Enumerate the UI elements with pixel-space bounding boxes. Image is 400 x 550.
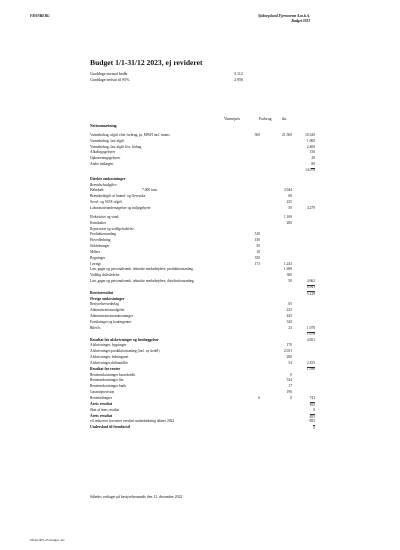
cell-forbrug: 2.031 (283, 349, 292, 354)
row-label: Varmebidrag, afgift efter forbrug, pr. MWH incl. moms (90, 132, 170, 137)
row-label: Målere (90, 249, 101, 254)
row-label: Renteindtægter (90, 395, 112, 400)
cell-tkr: 1.596 (306, 366, 315, 371)
row-label: Øvrige omkostninger (90, 296, 125, 301)
row-label: Varmebidrag, fast afgift livs. bidrag (90, 144, 142, 149)
graddage-value: 2.956 (234, 76, 243, 82)
row-label: Bygninger (90, 255, 106, 260)
cell-varmepris: 10 (256, 249, 260, 254)
cell-varmepris: 350 (254, 255, 260, 260)
row-label: Forsikringer og kontingenter (90, 320, 132, 324)
row-label: Halmkøb (90, 188, 104, 193)
budget-year: Budget 2023 (291, 19, 310, 23)
cell-tkr: 5.129 (306, 291, 315, 296)
row-label: Underskud til fremførsel (90, 425, 131, 430)
cell-forbrug: 1.690 (283, 267, 292, 272)
row-label: Afskrivninger,produktionsanlæg (incl. ny kedel) (90, 349, 160, 354)
cell-tkr: 855 (309, 402, 315, 407)
cell-forbrug: 1.169 (283, 214, 292, 219)
row-label: Administrationsomkostninger (90, 314, 133, 319)
cell-tkr: 2.455 (307, 361, 315, 368)
cell-varmepris: 150 (254, 238, 260, 243)
cell-forbrug: 190 (286, 390, 292, 395)
row-label: Nettoomsætning (90, 124, 117, 128)
row-label: Garantiprovision (90, 390, 115, 395)
row-label: Andre indtægter (90, 162, 114, 167)
cell-varmepris: 173 (254, 261, 260, 266)
row-label: Produktionsanlæg (90, 232, 116, 237)
row-label: Bestyrelsesvederlag (90, 302, 119, 307)
cell-forbrug: 1.243 (283, 261, 292, 266)
cell-forbrug: 23 (288, 325, 292, 330)
row-label: Resultat før afskrivninger og henlæggelser (90, 337, 159, 342)
row-label: Afskrivninger, bygninger (90, 343, 127, 348)
cell-forbrug: 0 (290, 395, 292, 400)
company-name: FRANBERG (30, 14, 50, 18)
graddage-row (90, 76, 243, 83)
cell-tkr: 2.400 (306, 144, 315, 149)
approval-note: Således vedtaget på bestyrelsesmøde den 12. december 2022 (90, 495, 183, 499)
row-label: Afskrivninger, ledningsnet (90, 355, 129, 360)
row-label: Løn, gager og personaleomk. tekniske medarbejdere, produktionsanlæg (90, 267, 193, 272)
org-name: Sjöborgslund Fjernvarme A.m.b.A. (258, 14, 310, 18)
column-header-tkr: tkr. (282, 117, 288, 121)
row-label: Årets resultat (90, 401, 113, 406)
row-label: Administrationsudgifter (90, 308, 125, 313)
cell-tkr: 150 (309, 150, 315, 155)
cell-tkr: 8.941 (306, 284, 315, 289)
row-label: Vedhlig driftsledelse (90, 273, 120, 278)
cell-tkr: -855 (308, 419, 315, 424)
graddage-label: Graddage normal bedår (90, 71, 128, 76)
cell-forbrug: 320 (286, 320, 292, 324)
row-label: Hovedledning (90, 238, 111, 243)
cell-tkr: 14.070 (305, 167, 315, 172)
row-label: Afkølingsgebyrer (90, 150, 116, 155)
cell-varmepris: 510 (254, 232, 260, 237)
row-label: Direkte omkostninger (90, 176, 126, 181)
cell-tkr: 4.279 (306, 205, 315, 210)
row-label: Varmebidrag, fast afgift (90, 138, 125, 143)
row-label: Skat af årets resultat (90, 407, 120, 412)
graddage-label: Graddage nedsat til 95% (90, 76, 130, 82)
file-name: Sfvh-rtl05-23-budget .xls (30, 538, 65, 542)
cell-forbrug: 0 (290, 372, 292, 377)
budget-table (90, 124, 315, 431)
cell-forbrug: 225 (286, 200, 292, 205)
cell-varmepris: 50 (256, 244, 260, 249)
graddage-block (90, 71, 243, 83)
cell-tkr: 0 (313, 426, 315, 431)
cell-tkr: 741 (309, 395, 315, 400)
row-label: Resultat før renter (90, 366, 121, 371)
row-quantity: 7.000 tons (142, 188, 157, 193)
cell-tkr: 20 (311, 156, 315, 161)
row-label: Opkrævningsgebyrer (90, 156, 121, 161)
section-row (90, 425, 315, 431)
cell-forbrug: 50 (288, 205, 292, 210)
row-label: Årets resultat (90, 413, 113, 418)
row-label: Laboratorieundersøgelser og miljøgebyrer (90, 205, 151, 210)
cell-forbrug: 50 (288, 279, 292, 284)
cell-tkr: 1.078 (307, 326, 315, 333)
cell-tkr: 855 (309, 414, 315, 419)
row-label: Kemikalier (90, 220, 107, 225)
cell-forbrug: 300 (286, 273, 292, 278)
cell-forbrug: 65 (288, 302, 292, 307)
cell-forbrug: 170 (286, 343, 292, 348)
graddage-value: 3.112 (234, 71, 243, 76)
cell-forbrug: 21.500 (282, 132, 292, 137)
cell-tkr: 1.000 (306, 138, 315, 143)
cell-forbrug: 3.944 (283, 188, 292, 193)
cell-tkr: 4.662 (307, 279, 315, 286)
cell-forbrug: 200 (286, 220, 292, 225)
cell-forbrug: 17 (288, 384, 292, 389)
row-label: Biler/ls (90, 325, 101, 330)
row-label: Bruttoresultat (90, 290, 114, 295)
cell-tkr: 80 (311, 162, 315, 169)
row-label: I øvrigt (90, 261, 101, 266)
column-header-varmepris: Varmepris (224, 117, 240, 121)
cell-tkr: 4.051 (306, 337, 315, 342)
row-label: Reparation og vedligeholdelse: (90, 226, 136, 231)
row-label: Renteomkostninger kassekredit (90, 372, 136, 377)
cell-forbrug: 54 (288, 360, 292, 365)
page-title: Budget 1/1-31/12 2023, ej revideret (90, 58, 203, 67)
row-label: Elektricitet og vand (90, 214, 119, 219)
cell-forbrug: 60 (288, 194, 292, 199)
row-label: Afskrivninger,driftsmidler (90, 360, 128, 365)
row-label: Svovl- og NOX-afgift (90, 200, 122, 205)
column-header-forbrug: Forbrug (259, 117, 272, 121)
cell-forbrug: 200 (286, 355, 292, 360)
cell-forbrug: 225 (286, 308, 292, 313)
cell-varmepris: 0 (258, 395, 260, 400)
row-label: Renteomkostninger bank (90, 384, 127, 389)
row-label: vil reduceret forventet overført underdækning ultimo 2022 (90, 419, 175, 424)
cell-forbrug: 445 (286, 314, 292, 319)
row-label: Stikledninger (90, 244, 110, 249)
cell-forbrug: 534 (286, 378, 292, 383)
row-label: Løn, gager og personaleomk. tekniske medarbejdere, distributionsanlæg (90, 279, 194, 284)
document-header (258, 14, 310, 24)
cell-varmepris: 500 (254, 132, 260, 137)
cell-tkr: 0 (313, 407, 315, 412)
row-label: Brændselafgift af brænd- og flyveaske (90, 194, 146, 199)
cell-tkr: 1.078 (306, 331, 315, 336)
row-label: Brændselsudgifter: (90, 182, 118, 187)
cell-tkr: 10.320 (305, 132, 315, 137)
row-label: Renteomkostninger lån (90, 378, 124, 383)
